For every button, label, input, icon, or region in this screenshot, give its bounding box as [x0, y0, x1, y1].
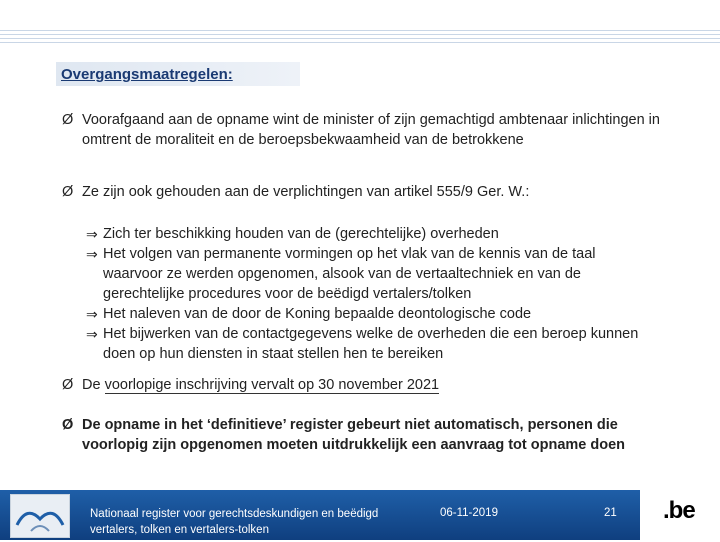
- bullet-3: [62, 375, 662, 395]
- arrow-bullet-icon: Ø: [62, 377, 74, 393]
- page-number: 21: [604, 507, 617, 519]
- implies-arrow-icon: ⇒: [86, 306, 98, 322]
- sub-item-text: Het naleven van de door de Koning bepaalde deontologische code: [103, 306, 532, 322]
- bullet-2-text: Ze zijn ook gehouden aan de verplichtingen van artikel 555/9 Ger. W.:: [82, 184, 530, 200]
- sub-item-text: Zich ter beschikking houden van de (gerechtelijke) overheden: [103, 226, 499, 242]
- sub-item-text: Het volgen van permanente vormingen op het vlak van de kennis van de taal waarvoor ze werden opgenomen, alsook van de vertaaltechniek en van de gerechtelijke procedures voor de beëdigd vertalers/tolken: [103, 246, 596, 302]
- implies-arrow-icon: ⇒: [86, 326, 98, 342]
- arrow-bullet-icon: Ø: [62, 112, 74, 128]
- sub-item-1: [86, 224, 656, 244]
- sub-item-2: [86, 244, 656, 304]
- bullet-4-text: De opname in het ‘definitieve’ register gebeurt niet automatisch, personen die voorlopig zijn opgenomen moeten uitdrukkelijk een aanvraag tot opname doen: [82, 417, 626, 453]
- bullet-1-text: Voorafgaand aan de opname wint de minister of zijn gemachtigd ambtenaar inlichtingen in omtrent de moraliteit en de beroepsbekwaamheid van de betrokkene: [82, 112, 660, 148]
- bullet-4: [62, 415, 662, 455]
- implies-arrow-icon: ⇒: [86, 246, 98, 262]
- sub-list: [86, 224, 656, 364]
- bullet-2: [62, 182, 662, 202]
- bullet-1: [62, 110, 662, 150]
- slide-title: Overgangsmaatregelen:: [61, 66, 233, 83]
- footer-organization-text: Nationaal register voor gerechtsdeskundigen en beëdigd vertalers, tolken en vertalers-tolken: [90, 508, 379, 536]
- sub-item-text: Het bijwerken van de contactgegevens welke de overheden die een beroep kunnen doen op hun diensten in staat stellen hen te bereiken: [103, 326, 639, 362]
- arrow-bullet-icon: Ø: [62, 184, 74, 200]
- sub-item-3: [86, 304, 656, 324]
- implies-arrow-icon: ⇒: [86, 226, 98, 242]
- institution-logo: [10, 494, 70, 538]
- top-decoration: [0, 0, 720, 60]
- bullet-3-underlined: voorlopige inschrijving vervalt op 30 november 2021: [104, 377, 440, 393]
- footer-date: 06-11-2019: [440, 507, 498, 519]
- be-logo: .be: [663, 497, 695, 524]
- arrow-bullet-icon: Ø: [62, 417, 74, 433]
- bullet-3-text: [62, 375, 662, 395]
- sub-item-4: [86, 324, 656, 364]
- bullet-3-plain: De: [82, 377, 105, 393]
